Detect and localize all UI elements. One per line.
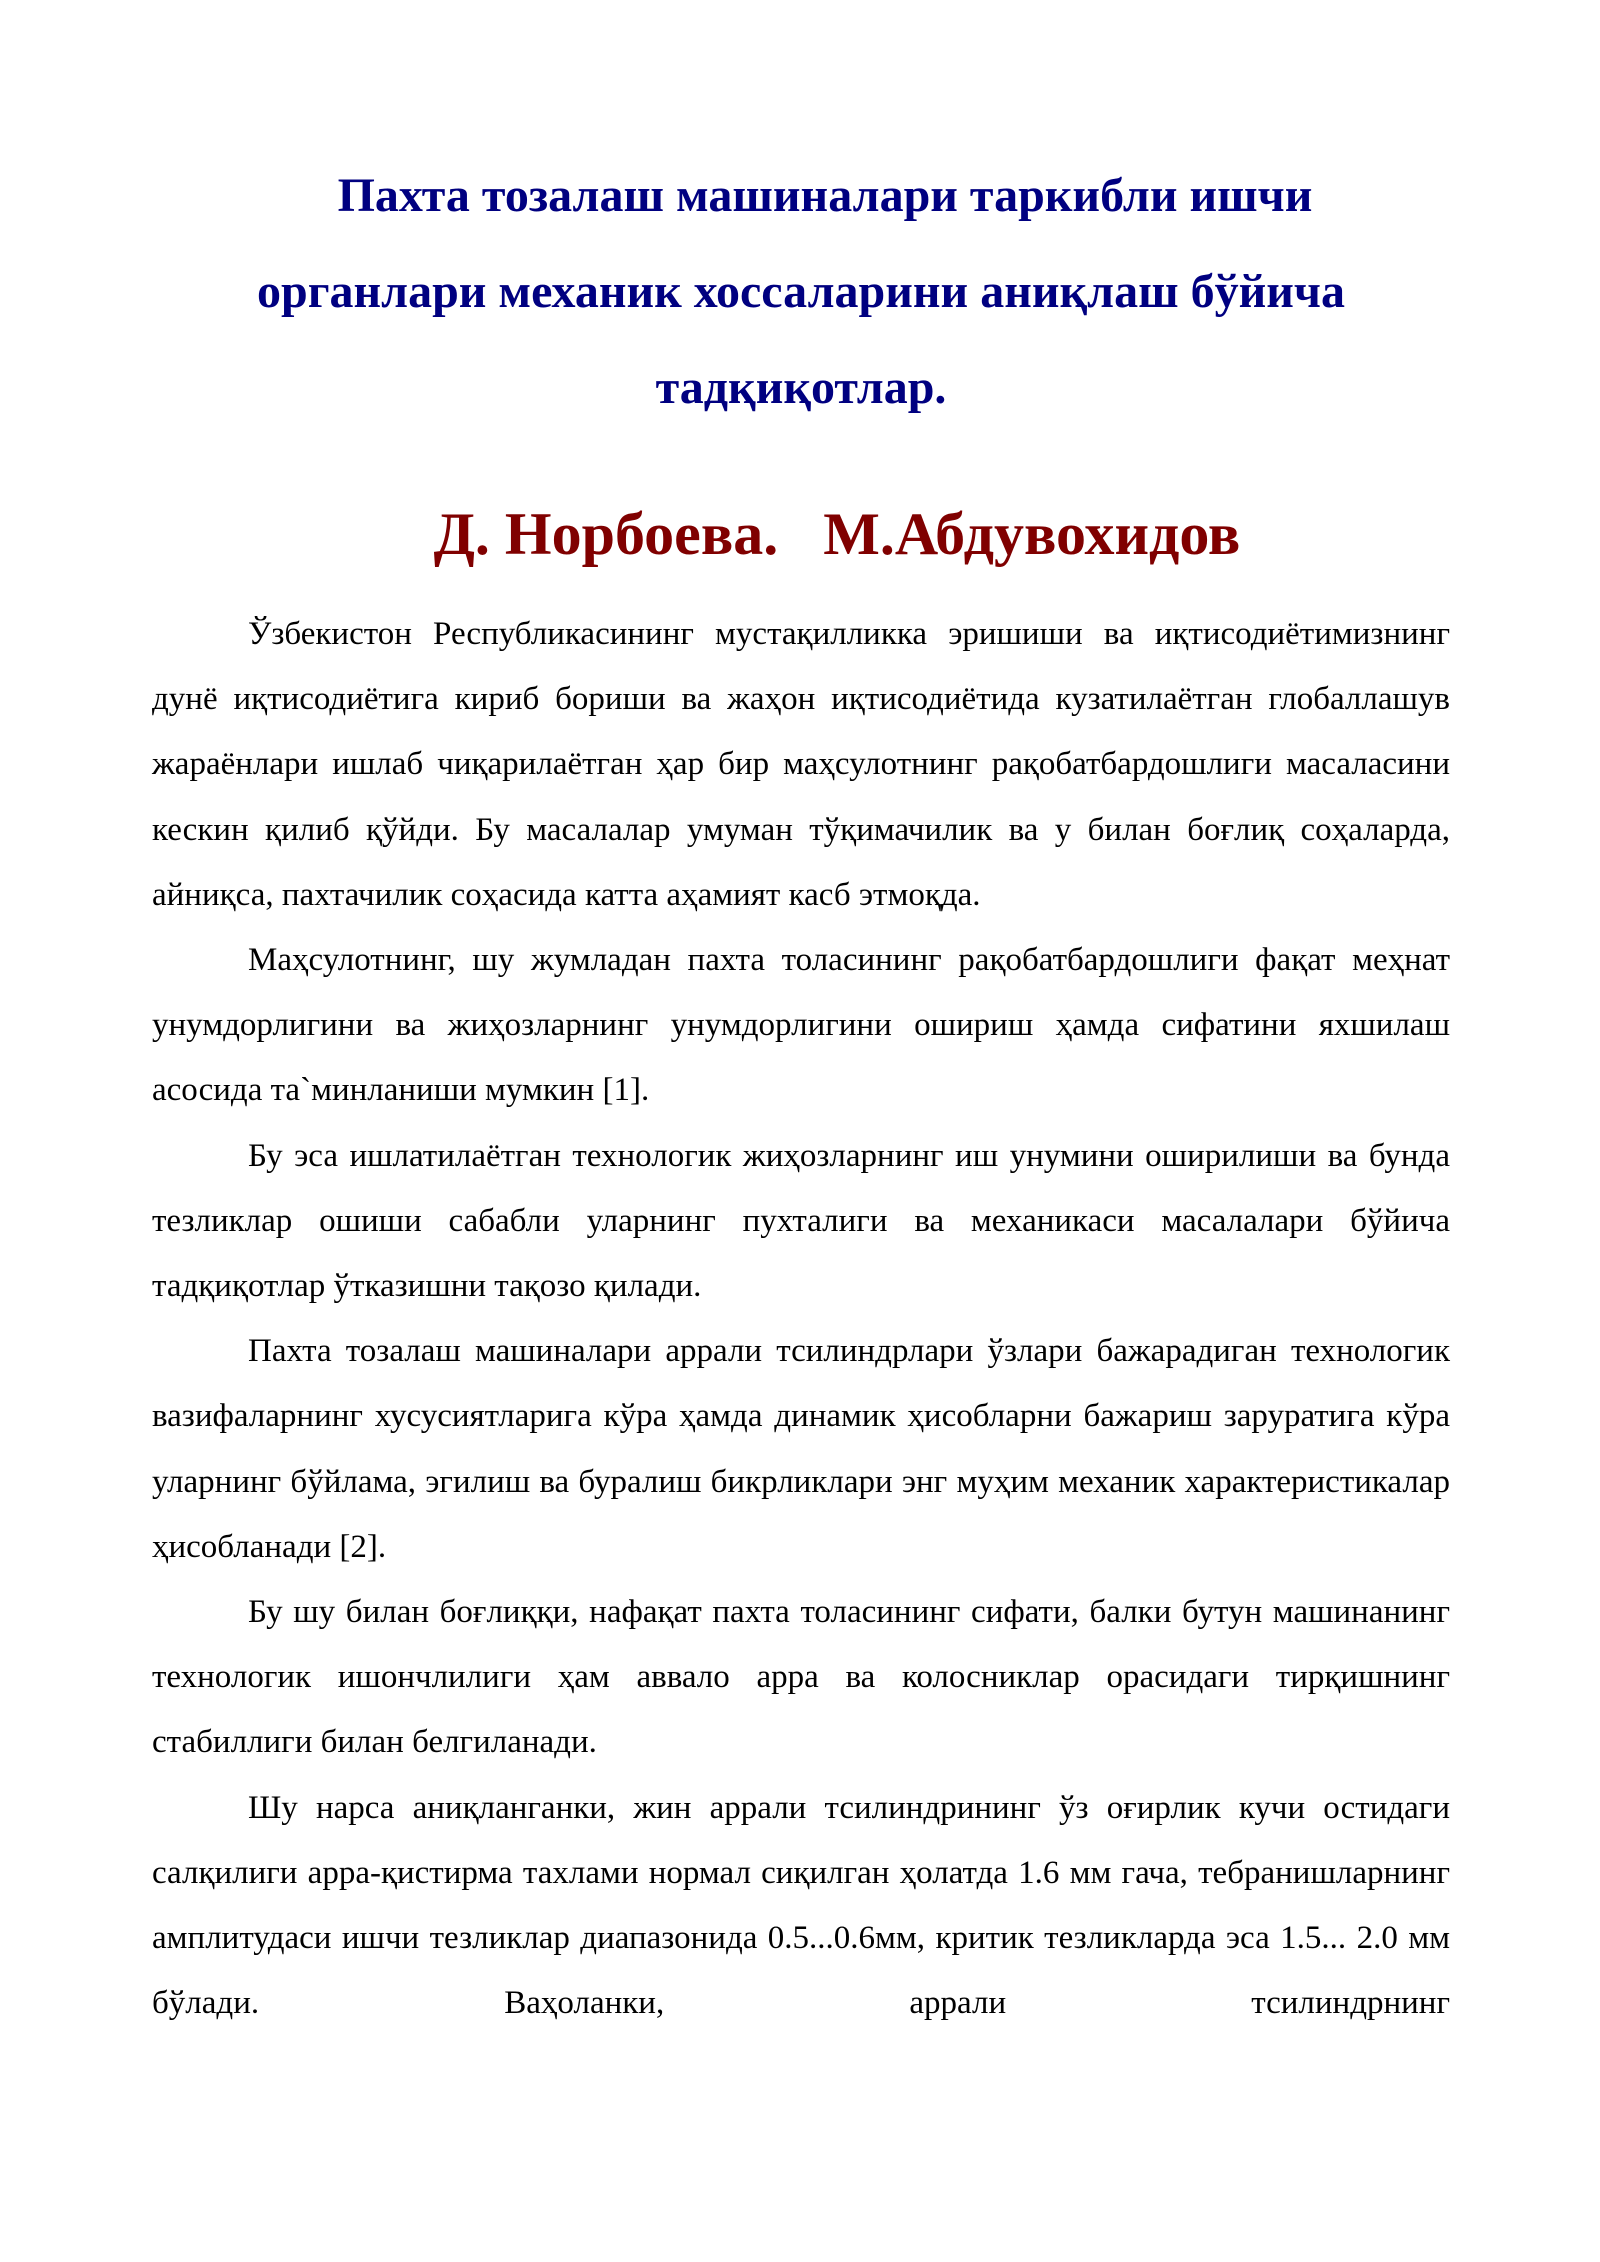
document-body <box>152 602 1450 2036</box>
title-line-3: тадқиқотлар. <box>655 361 947 414</box>
title-line-1: Пахта тозалаш машиналари таркибли ишчи <box>337 169 1313 222</box>
paragraph: Маҳсулотнинг, шу жумладан пахта толасининг рақобатбардошлиги фақат меҳнат унумдорлигини ва жиҳозларнинг унумдорлигини ошириш ҳамда сифатини яхшилаш асосида та`минланиши мумкин [1]. <box>152 942 1450 1109</box>
paragraph: Шу нарса аниқланганки, жин аррали тсилиндрининг ўз оғирлик кучи остидаги салқилиги арра-қистирма тахлами нормал сиқилган ҳолатда 1.6 мм гача, тебранишларнинг амплитудаси ишчи тезликлар диапазонида 0.5...0.6мм, критик тезликларда эса 1.5... 2.0 мм бўлади. Ваҳоланки, аррали тсилиндрнинг <box>152 1789 1450 2022</box>
title-line-2: органлари механик хоссаларини аниқлаш бўйича <box>257 265 1345 318</box>
paragraph: Бу шу билан боғлиққи, нафақат пахта толасининг сифати, балки бутун машинанинг технологик ишончлилиги ҳам аввало арра ва колосниклар орасидаги тирқишнинг стабиллиги билан белгиланади. <box>152 1594 1450 1761</box>
document-title <box>152 148 1450 436</box>
paragraph: Пахта тозалаш машиналари аррали тсилиндрлари ўзлари бажарадиган технологик вазифаларнинг хусусиятларига кўра ҳамда динамик ҳисобларни бажариш заруратига кўра уларнинг бўйлама, эгилиш ва буралиш бикрликлари энг муҳим механик характеристикалар ҳисобланади [2]. <box>152 1333 1450 1565</box>
document-authors: Д. Норбоева. М.Абдувохидов <box>433 501 1241 567</box>
paragraph: Ўзбекистон Республикасининг мустақилликка эришиши ва иқтисодиётимизнинг дунё иқтисодиётига кириб бориши ва жаҳон иқтисодиётида кузатилаётган глобаллашув жараёнлари ишлаб чиқарилаётган ҳар бир маҳсулотнинг рақобатбардошлиги масаласини кескин қилиб қўйди. Бу масалалар умуман тўқимачилик ва у билан боғлиқ соҳаларда, айниқса, пахтачилик соҳасида катта аҳамият касб этмоқда. <box>152 616 1450 913</box>
paragraph: Бу эса ишлатилаётган технологик жиҳозларнинг иш унумини оширилиши ва бунда тезликлар ошиши сабабли уларнинг пухталиги ва механикаси масалалари бўйича тадқиқотлар ўтказишни тақозо қилади. <box>152 1137 1450 1305</box>
